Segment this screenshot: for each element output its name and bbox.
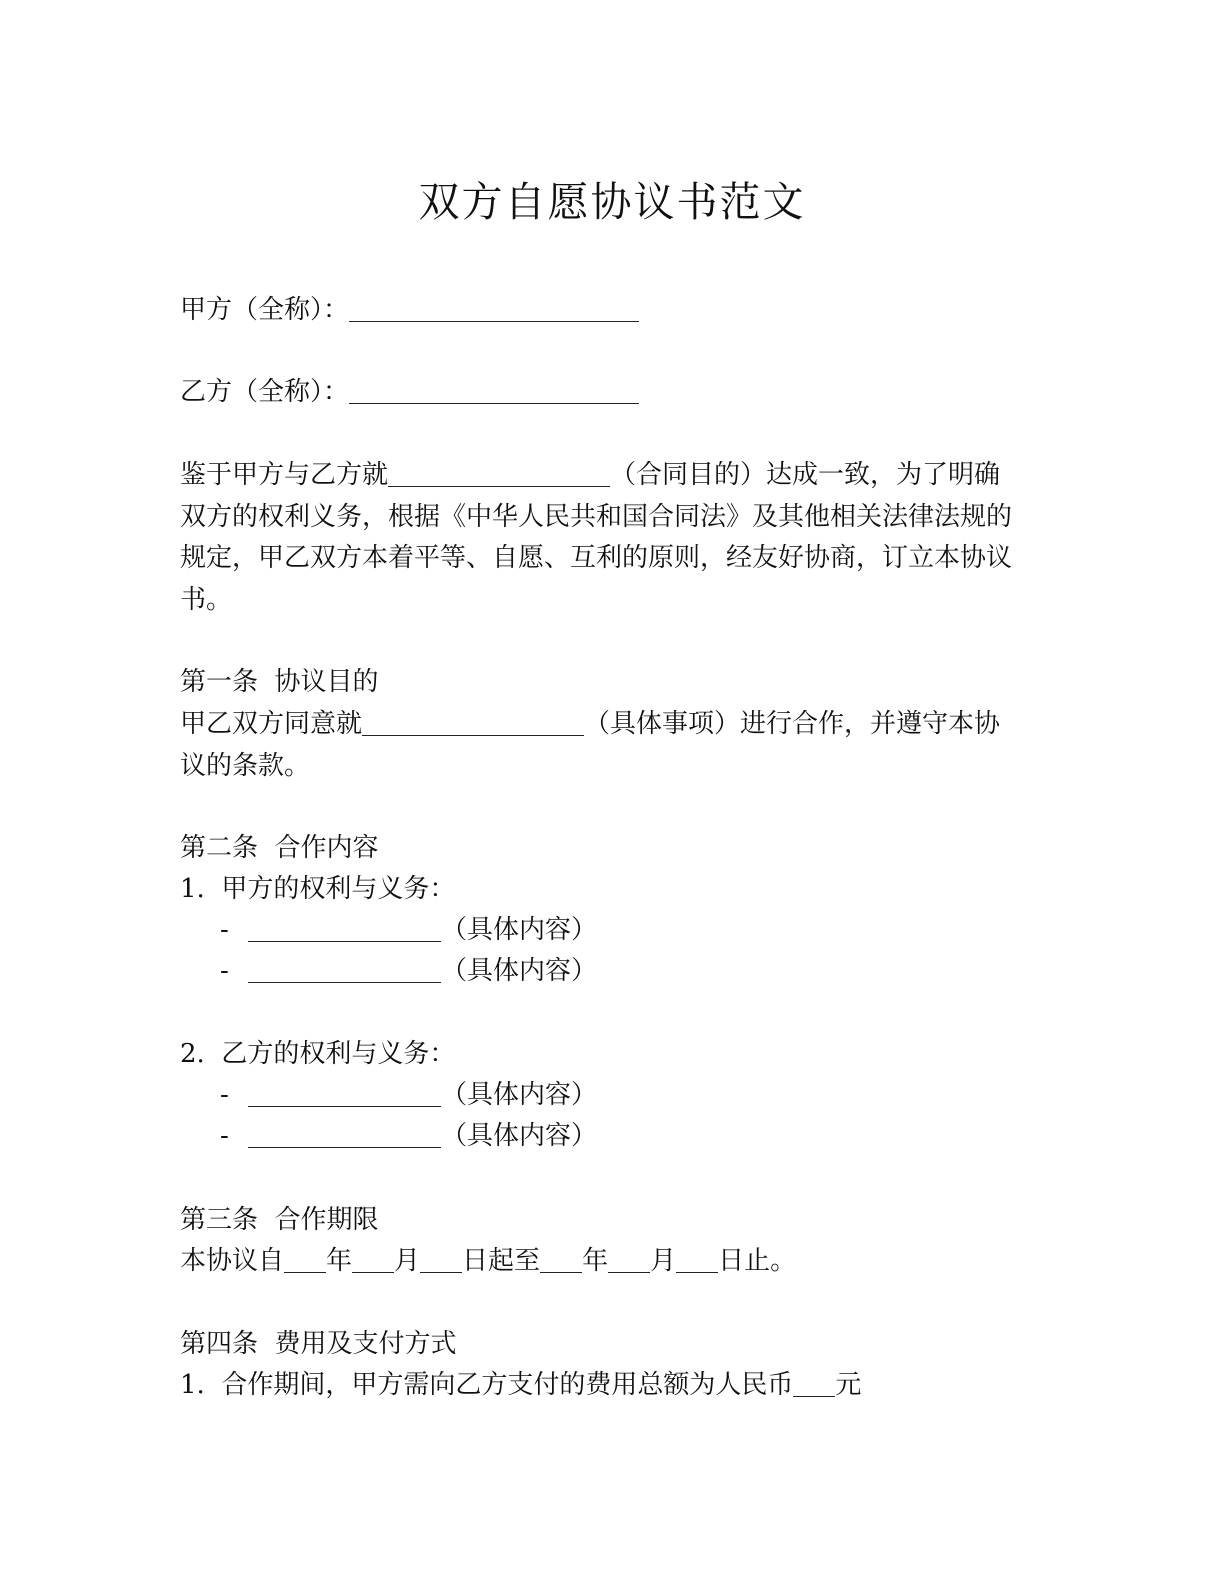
article2-item1-detail-1 — [220, 910, 597, 950]
party-a-line — [180, 290, 639, 330]
contract-purpose-blank[interactable] — [388, 485, 610, 487]
detail-blank[interactable] — [248, 1105, 441, 1107]
article1-text-before: 甲乙双方同意就 — [180, 709, 363, 739]
preamble-paragraph — [180, 455, 1015, 621]
period-prefix: 本协议自 — [180, 1246, 285, 1276]
dash-marker: - — [220, 915, 229, 945]
party-b-line — [180, 372, 639, 412]
detail-hint: （具体内容） — [441, 956, 598, 986]
start-year-blank[interactable] — [284, 1271, 326, 1273]
article4-item1 — [180, 1365, 861, 1405]
party-b-name-blank[interactable] — [349, 402, 639, 404]
article3-heading: 第三条 合作期限 — [180, 1205, 379, 1235]
detail-blank[interactable] — [248, 981, 441, 983]
article3-period-line — [180, 1241, 796, 1281]
preamble-text-after: （合同目的）达成一致，为了明确双方的权利义务，根据《中华人民共和国合同法》及其他相关法律法规的规定，甲乙双方本着平等、自愿、互利的原则，经友好协商，订立本协议书。 — [180, 460, 1013, 615]
document-title: 双方自愿协议书范文 — [418, 178, 806, 226]
detail-hint: （具体内容） — [441, 1080, 598, 1110]
detail-blank[interactable] — [248, 1146, 441, 1148]
article2-item2-label: 2. 乙方的权利与义务： — [180, 1039, 456, 1069]
party-b-label: 乙方（全称）： — [180, 377, 350, 407]
party-a-label: 甲方（全称）： — [180, 295, 350, 325]
dash-marker: - — [220, 956, 229, 986]
day-to-label: 日止。 — [718, 1246, 797, 1276]
year-label: 年 — [582, 1246, 609, 1276]
preamble-text-before: 鉴于甲方与乙方就 — [180, 460, 389, 490]
article4-heading: 第四条 费用及支付方式 — [180, 1329, 457, 1359]
day-from-label: 日起至 — [462, 1246, 541, 1276]
specific-matter-blank[interactable] — [362, 734, 584, 736]
month-label: 月 — [650, 1246, 677, 1276]
dash-marker: - — [220, 1080, 229, 1110]
article1-text-after: （具体事项）进行合作，并遵守本协议的条款。 — [180, 709, 1001, 781]
detail-blank[interactable] — [248, 940, 441, 942]
party-a-name-blank[interactable] — [349, 320, 639, 322]
end-day-blank[interactable] — [676, 1271, 718, 1273]
start-day-blank[interactable] — [420, 1271, 462, 1273]
fee-amount-blank[interactable] — [793, 1395, 835, 1397]
article2-item2-detail-2 — [220, 1116, 597, 1156]
fee-text: 1. 合作期间，甲方需向乙方支付的费用总额为人民币 — [180, 1370, 794, 1400]
detail-hint: （具体内容） — [441, 915, 598, 945]
end-year-blank[interactable] — [540, 1271, 582, 1273]
dash-marker: - — [220, 1121, 229, 1151]
article1-paragraph — [180, 704, 1015, 787]
detail-hint: （具体内容） — [441, 1121, 598, 1151]
article2-heading: 第二条 合作内容 — [180, 833, 379, 863]
article2-item1-detail-2 — [220, 951, 597, 991]
start-month-blank[interactable] — [352, 1271, 394, 1273]
article1-heading: 第一条 协议目的 — [180, 667, 379, 697]
currency-unit: 元 — [835, 1370, 862, 1400]
month-label: 月 — [394, 1246, 421, 1276]
year-label: 年 — [326, 1246, 353, 1276]
article2-item1-label: 1. 甲方的权利与义务： — [180, 874, 456, 904]
article2-item2-detail-1 — [220, 1075, 597, 1115]
end-month-blank[interactable] — [608, 1271, 650, 1273]
